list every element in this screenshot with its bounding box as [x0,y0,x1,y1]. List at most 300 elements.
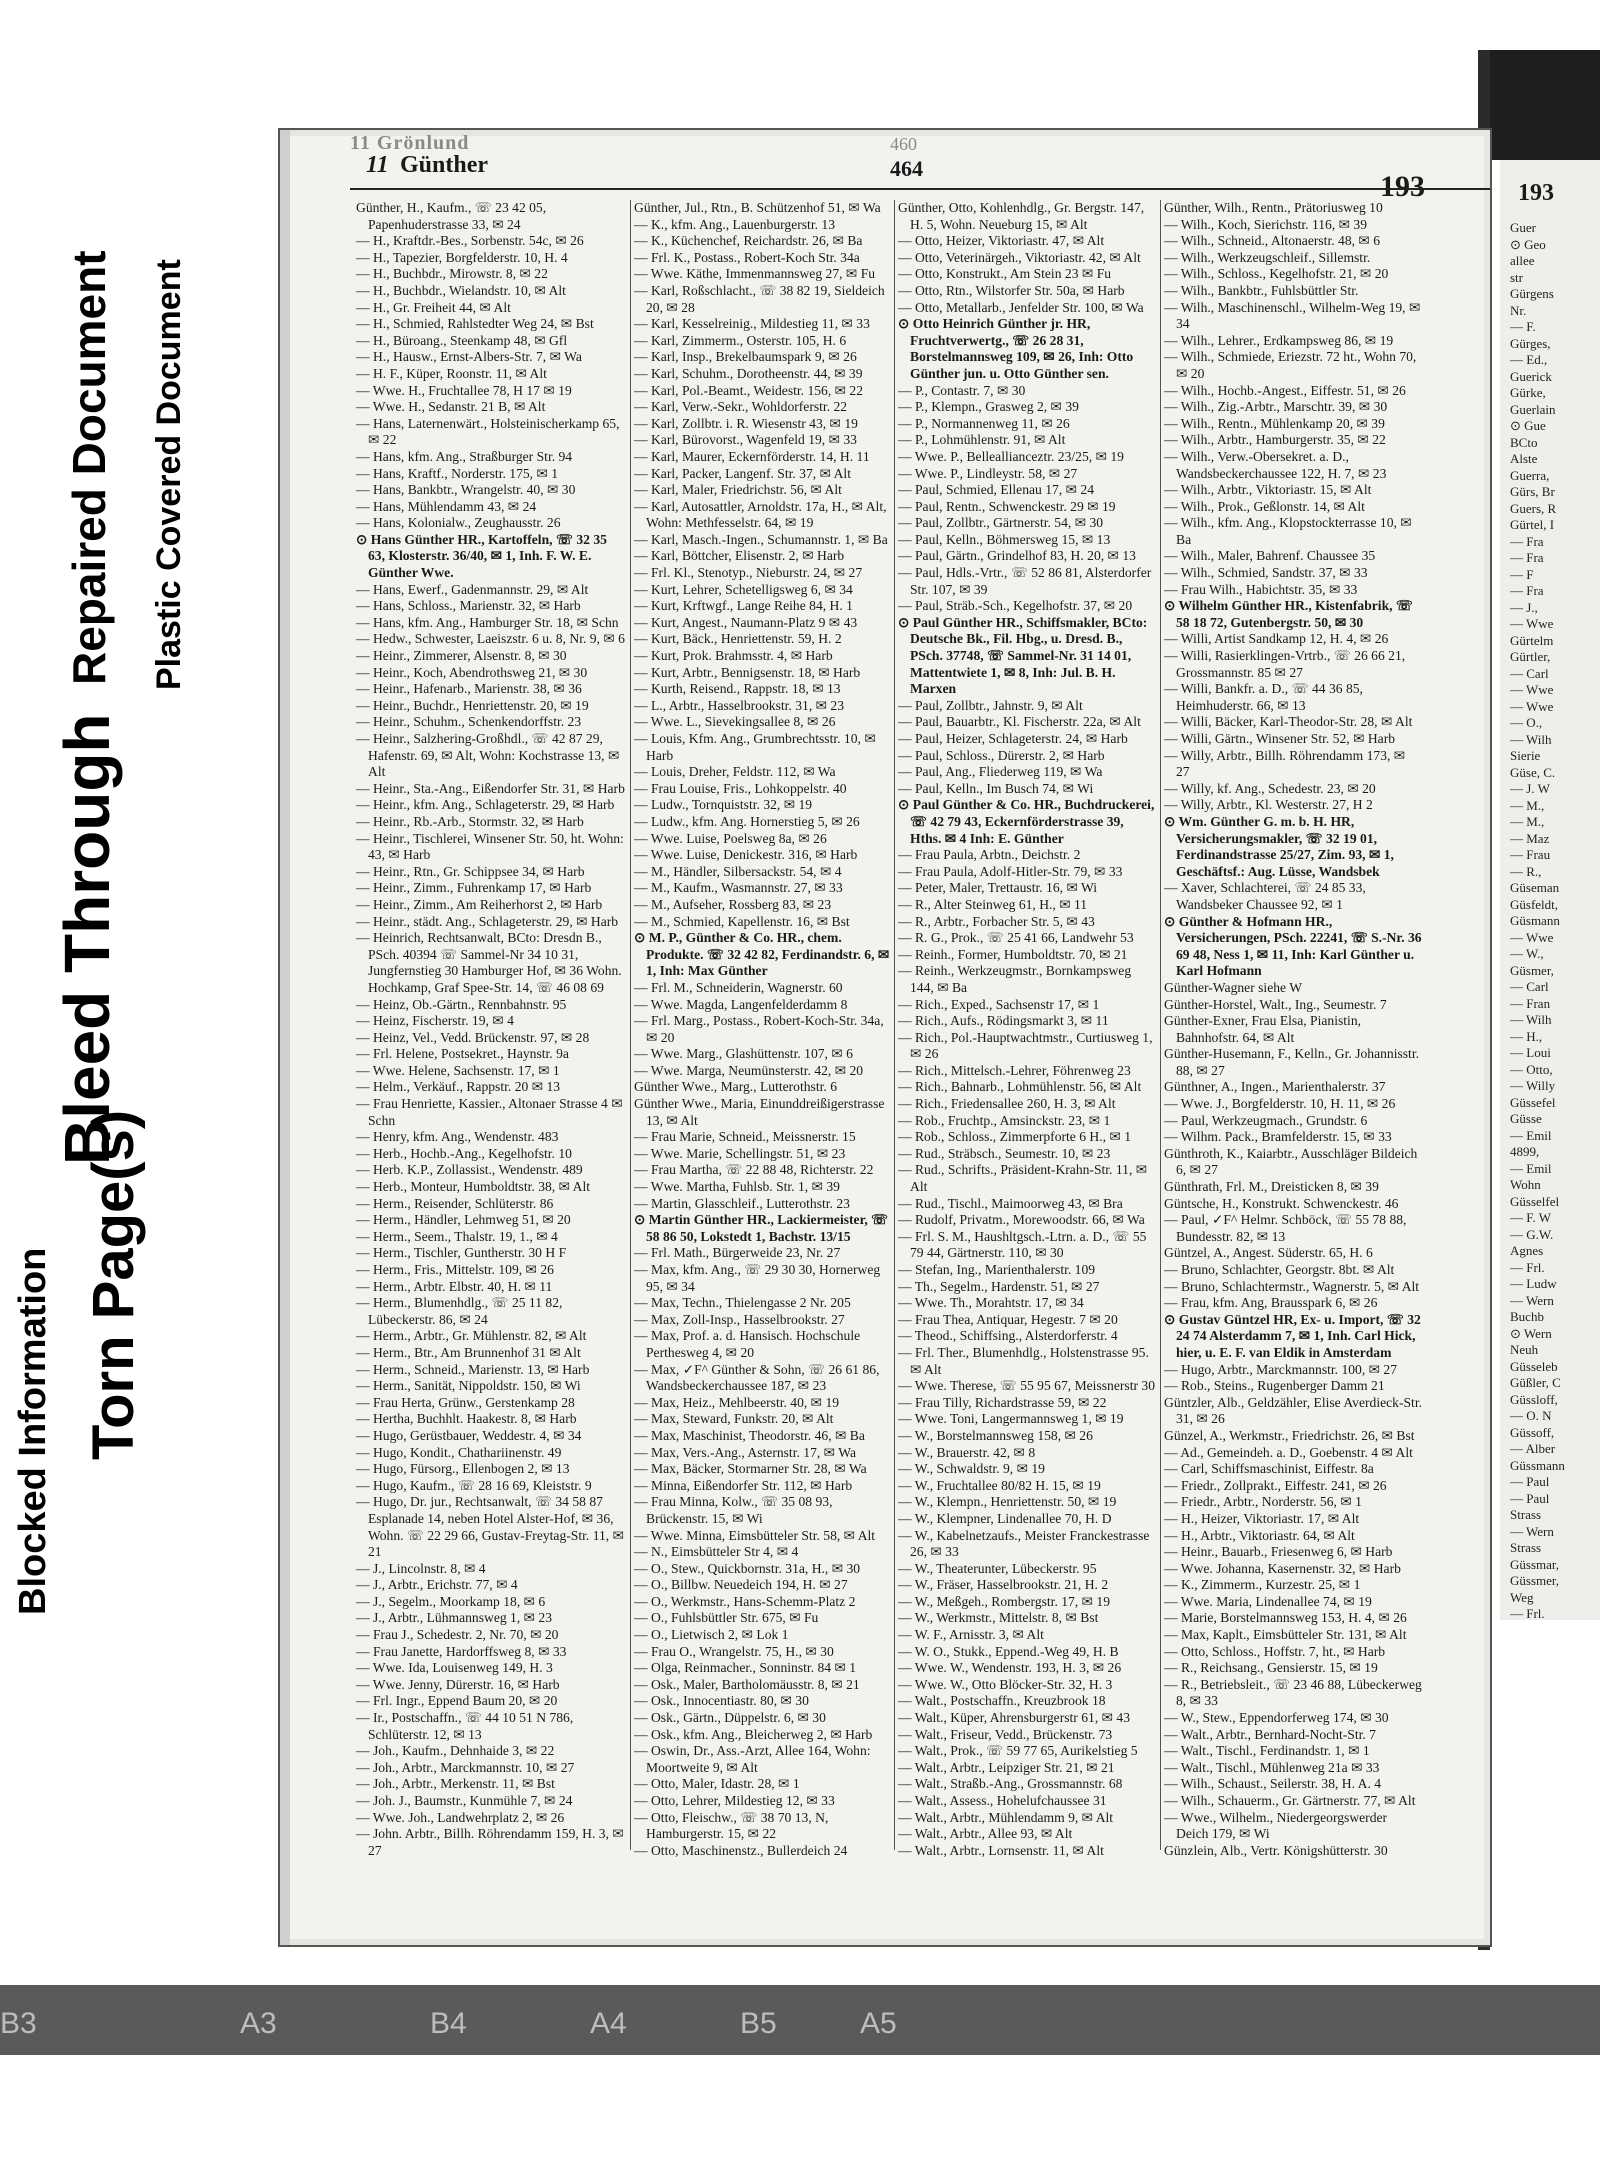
adjacent-page-line: Güssoff, [1510,1424,1555,1440]
directory-entry: — Otto, Maschinenstz., Bullerdeich 24 [634,1842,848,1858]
adjacent-page-line: — J., [1510,599,1538,615]
directory-entry: — Wilh., Rentn., Mühlenkamp 20, ✉ 39 [1164,415,1385,431]
directory-entry: — Wwe. Jenny, Dürerstr. 16, ✉ Harb [356,1676,560,1692]
directory-entry: — J., Arbtr., Lühmannsweg 1, ✉ 23 [356,1610,553,1626]
directory-entry: — Otto, Metallarb., Jenfelder Str. 100, ✉ Wa [898,299,1144,315]
directory-entry: — Otto, Rtn., Wilstorfer Str. 50a, ✉ Harb [898,282,1125,298]
directory-entry: — Hugo, Dr. jur., Rechtsanwalt, ☏ 34 58 87 Esplanade 14, neben Hotel Alster-Hof, ✉ 36, Wohn. ☏ 22 29 66, Gustav-Freytag-Str. 11, ✉ 21 [356,1494,624,1560]
directory-entry: — Herm., Schneid., Marienstr. 13, ✉ Harb [356,1361,590,1377]
adjacent-page-line: — M., [1510,797,1545,813]
directory-entry: — Walt., Küper, Ahrensburgerstr 61, ✉ 43 [898,1710,1131,1726]
directory-entry: — H., Hausw., Ernst-Albers-Str. 7, ✉ Wa [356,349,582,365]
directory-entry: — Henry, kfm. Ang., Wendenstr. 483 [356,1129,559,1145]
directory-entry: ⊙ Günther & Hofmann HR., Versicherungen, PSch. 22241, ☏ S.-Nr. 36 69 48, Ness 1, ✉ 11, Inh: Karl Günther u. Karl Hofmann [1164,913,1422,979]
adjacent-page-line: Güse, C. [1510,764,1556,780]
directory-entry: — Willi, Rasierklingen-Vrtrb., ☏ 26 66 21, Grossmannstr. 85 ✉ 27 [1164,648,1406,680]
adjacent-page-strip [1500,160,1600,1620]
adjacent-page-line: — Wilh [1510,1012,1552,1027]
directory-entry: — O., Stew., Quickbornstr. 31a, H., ✉ 30 [634,1560,861,1576]
directory-entry: — Wwe. Martha, Fuhlsb. Str. 1, ✉ 39 [634,1179,840,1195]
directory-entry: — Herm., Fris., Mittelstr. 109, ✉ 26 [356,1262,554,1277]
directory-entry: — Herm., Tischler, Guntherstr. 30 H F [356,1245,567,1261]
directory-entry: — Louis, Dreher, Feldstr. 112, ✉ Wa [634,764,836,780]
adjacent-page-line: BCto [1510,434,1538,450]
directory-entry: — Rob., Fruchtp., Amsinckstr. 23, ✉ 1 [898,1112,1111,1128]
directory-entry: — H., Büroang., Steenkamp 48, ✉ Gfl [356,332,568,348]
adjacent-page-line: Strass [1510,1507,1542,1522]
directory-entry: — Hans, Schloss., Marienstr. 32, ✉ Harb [356,598,581,614]
directory-entry: ⊙ Gustav Güntzel HR, Ex- u. Import, ☏ 32 24 74 Alsterdamm 7, ✉ 1, Inh. Carl Hick, hier, u. E. F. van Eldik in Amsterdam [1164,1311,1421,1360]
adjacent-page-line: — Otto, [1510,1061,1553,1077]
directory-column-3 [898,200,1156,1860]
directory-entry: — Kurt, Arbtr., Bennigsenstr. 18, ✉ Harb [634,664,861,680]
directory-entry: — Frau Tilly, Richardstrasse 59, ✉ 22 [898,1394,1107,1410]
directory-entry: — Xaver, Schlachterei, ☏ 24 85 33, Wandsbeker Chaussee 92, ✉ 1 [1164,880,1366,912]
directory-entry: — Paul, Gärtn., Grindelhof 83, H. 20, ✉ 13 [898,548,1136,564]
directory-entry: — Walt., Arbtr., Bernhard-Nocht-Str. 7 [1164,1726,1376,1742]
directory-entry: — Heinz, Fischerstr. 19, ✉ 4 [356,1013,514,1029]
directory-entry: — J., Arbtr., Erichstr. 77, ✉ 4 [356,1577,518,1593]
adjacent-page-line: allee [1510,253,1535,268]
directory-entry: — W., Stew., Eppendorferweg 174, ✉ 30 [1164,1710,1389,1726]
directory-entry: — O., Billbw. Neuedeich 194, H. ✉ 27 [634,1577,848,1593]
adjacent-page-line: Gürke, [1510,385,1546,400]
directory-entry: — Osk., Gärtn., Düppelstr. 6, ✉ 30 [634,1710,826,1726]
directory-entry: — Heinr., Zimm., Fuhrenkamp 17, ✉ Harb [356,880,592,896]
directory-entry: — R., Betriebsleit., ☏ 23 46 88, Lübeckerweg 8, ✉ 33 [1164,1676,1422,1709]
adjacent-page-line: Güssmar, [1510,1556,1559,1572]
directory-entry: — H. F., Küper, Roonstr. 11, ✉ Alt [356,365,547,381]
directory-entry: — W., Fräser, Hasselbrookstr. 21, H. 2 [898,1577,1109,1593]
directory-entry: — Frau Henriette, Kassier., Altonaer Strasse 4 ✉ Schn [356,1096,623,1128]
directory-entry: — Frau O., Wrangelstr. 75, H., ✉ 30 [634,1643,834,1659]
directory-entry: ⊙ Wm. Günther G. m. b. H. HR, Versicherungsmakler, ☏ 32 19 01, Ferdinandstrasse 25/27, Zim. 93, ✉ 1, Geschäftsf.: Aug. Lüsse, Wandsbek [1164,813,1394,879]
directory-entry: — K., Küchenchef, Reichardstr. 26, ✉ Ba [634,233,863,249]
directory-entry: — H., Schmied, Rahlstedter Weg 24, ✉ Bst [356,316,594,332]
directory-entry: — Kurt, Bäck., Henriettenstr. 59, H. 2 [634,631,842,647]
adjacent-page-line: Guer [1510,220,1536,235]
directory-entry: — H., Kraftdr.-Bes., Sorbenstr. 54c, ✉ 26 [356,233,584,249]
directory-entry [634,1859,890,1860]
directory-entry: Günzlein, Alb., Vertr. Königshütterstr. 30 [1164,1842,1388,1858]
directory-entry: — Wilhm. Pack., Bramfelderstr. 15, ✉ 33 [1164,1129,1392,1145]
directory-entry: — Kurth, Reisend., Rappstr. 18, ✉ 13 [634,681,841,697]
directory-entry: — Willi, Bäcker, Karl-Theodor-Str. 28, ✉ Alt [1164,714,1413,730]
directory-entry: — Rich., Aufs., Rödingsmarkt 3, ✉ 11 [898,1013,1109,1029]
directory-entry: — H., Arbtr., Viktoriastr. 64, ✉ Alt [1164,1527,1355,1543]
directory-entry: — Rich., Bahnarb., Lohmühlenstr. 56, ✉ Alt [898,1079,1142,1095]
directory-entry: — Herm., Blumenhdlg., ☏ 25 11 82, Lübeckerstr. 86, ✉ 24 [356,1295,563,1327]
directory-entry: — Karl, Insp., Brekelbaumspark 9, ✉ 26 [634,349,857,365]
directory-column-2 [634,200,890,1860]
directory-entry: — Hugo, Kaufm., ☏ 28 16 69, Kleiststr. 9 [356,1477,592,1493]
directory-entry: — Frl. Kl., Stenotyp., Nieburstr. 24, ✉ 27 [634,565,863,581]
directory-entry: — Heinr., Sta.-Ang., Eißendorfer Str. 31, ✉ Harb [356,780,625,796]
directory-entry: — Otto, Schloss., Hoffstr. 7, ht., ✉ Harb [1164,1643,1386,1659]
directory-entry: — Wilh., Bankbtr., Fuhlsbüttler Str. [1164,282,1359,298]
directory-entry: — K., kfm. Ang., Lauenburgerstr. 13 [634,216,835,232]
directory-entry: — Karl, Bürovorst., Wagenfeld 19, ✉ 33 [634,432,857,448]
directory-entry: — Frl. K., Postass., Robert-Koch Str. 34a [634,249,860,265]
directory-entry: — Max, Prof. a. d. Hansisch. Hochschule Perthesweg 4, ✉ 20 [634,1328,861,1360]
directory-entry: — Kurt, Prok. Brahmsstr. 4, ✉ Harb [634,648,833,664]
adjacent-page-line: — Willy [1510,1078,1556,1093]
directory-entry: — Herb., Monteur, Humboldtstr. 38, ✉ Alt [356,1179,591,1195]
directory-entry: — Wwe. H., Fruchtallee 78, H 17 ✉ 19 [356,382,572,398]
directory-entry: — Hans, Bankbtr., Wrangelstr. 40, ✉ 30 [356,482,576,498]
adjacent-page-line: — H., [1510,1028,1543,1044]
directory-entry: — O., Lietwisch 2, ✉ Lok 1 [634,1627,789,1643]
adjacent-page-line: — Paul [1510,1490,1550,1506]
directory-entry: — Rud., Schrifts., Präsident-Krahn-Str. 11, ✉ Alt [898,1162,1148,1195]
directory-entry: Güntzler, Alb., Geldzähler, Elise Averdieck-Str. 31, ✉ 26 [1164,1394,1422,1427]
directory-entry: Günzel, A., Werkmstr., Friedrichstr. 26, ✉ Bst [1164,1427,1415,1443]
directory-entry: — Hugo, Arbtr., Marckmannstr. 100, ✉ 27 [1164,1361,1398,1377]
directory-entry: — Frau Marie, Schneid., Meissnerstr. 15 [634,1129,856,1145]
directory-entry: — Karl, Verw.-Sekr., Wohldorferstr. 22 [634,399,848,415]
adjacent-page-line: Sierie [1510,748,1541,763]
directory-entry: — Olga, Reinmacher., Sonninstr. 84 ✉ 1 [634,1660,857,1676]
directory-entry: — Paul, Hdls.-Vrtr., ☏ 52 86 81, Alsterdorfer Str. 107, ✉ 39 [898,565,1152,597]
directory-entry: — Hans, Ewerf., Gadenmannstr. 29, ✉ Alt [356,581,589,597]
adjacent-page-line: Alste [1510,451,1538,466]
adjacent-page-line: — Emil [1510,1127,1552,1143]
directory-entry: — Heinr., Salzhering-Großhdl., ☏ 42 87 29, Hafenstr. 69, ✉ Alt, Wohn: Kochstrasse 13, ✉ Alt [356,731,620,780]
directory-entry: — Wilh., Schloss., Kegelhofstr. 21, ✉ 20 [1164,266,1389,282]
directory-entry: — Hans, Mühlendamm 43, ✉ 24 [356,498,537,514]
directory-entry: — Walt., Tischl., Mühlenweg 21a ✉ 33 [1164,1759,1380,1775]
directory-entry: Günther, Wilh., Rentn., Prätoriusweg 10 [1164,200,1383,215]
directory-entry: — Heinr., kfm. Ang., Schlageterstr. 29, ✉ Harb [356,797,615,813]
directory-entry: — Walt., Arbtr., Allee 93, ✉ Alt [898,1826,1073,1842]
adjacent-page-line: — Frau [1510,847,1551,862]
directory-entry: — Frl. M., Schneiderin, Wagnerstr. 60 [634,979,843,995]
directory-entry: — Max, Maschinist, Theodorstr. 46, ✉ Ba [634,1427,865,1443]
directory-entry: — Rich., Friedensallee 260, H. 3, ✉ Alt [898,1096,1116,1112]
directory-entry: — Paul, Schloss., Dürerstr. 2, ✉ Harb [898,747,1105,763]
adjacent-page-line: Gürs, Br [1510,484,1555,499]
directory-entry: — Wilh., Lehrer., Erdkampsweg 86, ✉ 19 [1164,332,1394,348]
directory-entry: — Wwe. W., Wendenstr. 193, H. 3, ✉ 26 [898,1660,1122,1676]
column-divider [894,200,895,1850]
adjacent-page-line: Güsmann [1510,913,1560,928]
directory-entry: — Frau J., Schedestr. 2, Nr. 70, ✉ 20 [356,1627,559,1643]
directory-entry: — Walt., Postschaffn., Kreuzbrook 18 [898,1693,1106,1709]
directory-entry: — Rich., Exped., Sachsenstr 17, ✉ 1 [898,996,1100,1012]
directory-entry: — Wilh., Prok., Geßlonstr. 14, ✉ Alt [1164,498,1365,514]
directory-entry: — Rud., Sträbsch., Seumestr. 10, ✉ 23 [898,1145,1111,1161]
directory-entry: — W., Fruchtallee 80/82 H. 15, ✉ 19 [898,1477,1101,1493]
adjacent-page-line: Güseman [1510,880,1560,895]
adjacent-page-line: — R., [1510,863,1542,879]
adjacent-page-line: — Loui [1510,1045,1551,1060]
directory-entry: — Wilh., kfm. Ang., Klopstockterrasse 10, ✉ Ba [1164,515,1412,547]
adjacent-page-line: Güssmer, [1510,1573,1559,1588]
directory-entry: Güntzel, A., Angest. Süderstr. 65, H. 6 [1164,1245,1373,1261]
directory-entry: — Wilh., Koch, Sierichstr. 116, ✉ 39 [1164,216,1368,232]
directory-entry: — Joh., Arbtr., Merkenstr. 11, ✉ Bst [356,1776,555,1792]
directory-entry: — Peter, Maler, Trettaustr. 16, ✉ Wi [898,880,1098,896]
directory-entry: — Walt., Assess., Hohelufchaussee 31 [898,1793,1107,1808]
directory-entry: — Wwe. J., Borgfelderstr. 10, H. 11, ✉ 26 [1164,1096,1396,1112]
adjacent-page-line: Güssefel [1510,1094,1556,1110]
adjacent-page-line: — Ludw [1510,1276,1557,1291]
adjacent-page-line: str [1510,269,1523,285]
directory-entry: — Heinrich, Rechtsanwalt, BCto: Dresdn B., PSch. 40394 ☏ Sammel-Nr 34 10 31, Jungfernstieg 30 Hamburger Hof, ✉ 36 Wohn. Hochkamp, Graf Spee-Str. 14, ☏ 46 08 69 [356,930,622,995]
adjacent-page-line: Buchb [1510,1309,1544,1324]
adjacent-page-line: 4899, [1510,1144,1540,1159]
adjacent-page-line: Guerick [1510,368,1552,384]
directory-entry: — Wwe. Therese, ☏ 55 95 67, Meissnerstr 30 [898,1378,1155,1394]
adjacent-page-line: — G.W. [1510,1226,1554,1242]
directory-entry: — Wilh., Werkzeugschleif., Sillemstr. [1164,249,1371,265]
adjacent-page-line: Güßler, C [1510,1375,1561,1390]
directory-entry: — Frau Minna, Kolw., ☏ 35 08 93, Brückenstr. 15, ✉ Wi [634,1494,833,1526]
directory-entry: — Max, Techn., Thielengasse 2 Nr. 205 [634,1295,851,1311]
adjacent-page-line: Gürgens [1510,286,1554,301]
directory-entry: — Wwe. Luise, Denickestr. 316, ✉ Harb [634,847,858,863]
directory-entry: — Max, ✓F^ Günther & Sohn, ☏ 26 61 86, Wandsbeckerchaussee 187, ✉ 23 [634,1361,880,1394]
adjacent-page-line: — Fra [1510,550,1544,565]
adjacent-page-line: Gürges, [1510,335,1551,351]
directory-entry: — Paul, ✓F^ Helmr. Schböck, ☏ 55 78 88, Bundesstr. 82, ✉ 13 [1164,1212,1407,1244]
adjacent-page-line: Gürtler, [1510,649,1551,664]
directory-entry: — W., Schwaldstr. 9, ✉ 19 [898,1461,1045,1477]
directory-entry: — Wwe. Luise, Poelsweg 8a, ✉ 26 [634,830,827,846]
directory-entry: — Heinr., Rb.-Arb., Stormstr. 32, ✉ Harb [356,813,584,829]
directory-entry: — Willy, Arbtr., Billh. Röhrendamm 173, ✉ 27 [1164,747,1406,780]
directory-entry: — Paul, Zollbtr., Gärtnerstr. 54, ✉ 30 [898,515,1104,531]
directory-entry: — L., Arbtr., Hasselbrookstr. 31, ✉ 23 [634,697,844,713]
band-label: A3 [240,2007,277,2040]
directory-entry: — Wwe. P., Belleallianceztr. 23/25, ✉ 19 [898,448,1124,464]
adjacent-page-line: — Wwe [1510,682,1554,697]
directory-entry: — Heinz, Ob.-Gärtn., Rennbahnstr. 95 [356,996,567,1012]
directory-entry: — Wwe. Käthe, Immenmannsweg 27, ✉ Fu [634,266,876,282]
directory-entry: — Joh., Arbtr., Marckmannstr. 10, ✉ 27 [356,1759,575,1775]
directory-entry: — Friedr., Arbtr., Norderstr. 56, ✉ 1 [1164,1494,1362,1510]
adjacent-page-line: — J. W [1510,781,1550,796]
adjacent-page-line: — O., [1510,715,1543,730]
directory-entry: — Wilh., Schauerm., Gr. Gärtnerstr. 77, ✉ Alt [1164,1793,1416,1808]
directory-entry: — Frau Janette, Hardorffsweg 8, ✉ 33 [356,1643,567,1659]
directory-entry: — Frau Thea, Antiquar, Hegestr. 7 ✉ 20 [898,1311,1118,1327]
directory-entry: — Karl, Roßschlacht., ☏ 38 82 19, Sieldeich 20, ✉ 28 [634,282,885,315]
directory-entry [356,1859,626,1860]
directory-entry: — Wwe. Magda, Langenfelderdamm 8 [634,996,848,1012]
label-bleed-through: Bleed Through [51,713,123,1165]
directory-entry: — Bruno, Schlachtermstr., Wagnerstr. 5, ✉ Alt [1164,1278,1420,1294]
directory-entry: — Hugo, Gerüstbauer, Weddestr. 4, ✉ 34 [356,1427,582,1443]
adjacent-page-line: — F [1510,566,1534,582]
directory-entry: — Heinr., Zimmerer, Alsenstr. 8, ✉ 30 [356,648,567,664]
directory-entry: — Wwe. P., Lindleystr. 58, ✉ 27 [898,465,1078,481]
directory-entry: — Heinr., Zimm., Am Reiherhorst 2, ✉ Harb [356,896,603,912]
directory-entry: — Rudolf, Privatm., Morewoodstr. 66, ✉ Wa [898,1212,1145,1228]
directory-entry: — Wilh., Verw.-Obersekret. a. D., Wandsbeckerchaussee 122, H. 7, ✉ 23 [1164,448,1387,481]
adjacent-page-line: — Wern [1510,1523,1554,1539]
band-label: B5 [740,2007,777,2040]
directory-entry: — Minna, Eißendorfer Str. 112, ✉ Harb [634,1477,853,1493]
directory-entry: — Bruno, Schlachter, Georgstr. 8bt. ✉ Alt [1164,1262,1395,1277]
directory-entry: — W., Meßgeh., Rombergstr. 17, ✉ 19 [898,1593,1111,1609]
directory-entry: — N., Eimsbütteler Str 4, ✉ 4 [634,1544,799,1560]
directory-entry: — Wwe. Th., Morahtstr. 17, ✉ 34 [898,1295,1084,1311]
directory-entry: — Max, Kaplt., Eimsbütteler Str. 131, ✉ Alt [1164,1627,1407,1643]
adjacent-page-line: Guerlain [1510,401,1556,417]
directory-entry: — Karl, Schuhm., Dorotheenstr. 44, ✉ 39 [634,365,863,381]
directory-entry: ⊙ Otto Heinrich Günther jr. HR, Fruchtverwertg., ☏ 26 28 31, Borstelmannsweg 109, ✉ 26, Inh: Otto Günther jun. u. Otto Günther sen. [898,316,1134,381]
directory-entry: Günthroth, K., Kaiarbtr., Ausschläger Bildeich 6, ✉ 27 [1164,1145,1418,1178]
directory-entry: — Wilh., Arbtr., Viktoriastr. 15, ✉ Alt [1164,482,1372,498]
directory-entry: — Rud., Tischl., Maimoorweg 43, ✉ Bra [898,1195,1123,1211]
directory-entry: — R., Alter Steinweg 61, H., ✉ 11 [898,896,1088,912]
directory-entry: — Willy, Arbtr., Kl. Westerstr. 27, H 2 [1164,797,1373,813]
directory-entry: — M., Schmied, Kapellenstr. 16, ✉ Bst [634,913,850,929]
adjacent-page-line: Gürtelm [1510,632,1554,648]
directory-entry: — M., Kaufm., Wasmannstr. 27, ✉ 33 [634,880,843,896]
directory-entry: — Frl. Marg., Postass., Robert-Koch-Str. 34a, ✉ 20 [634,1013,884,1045]
directory-entry: — H., Tapezier, Borgfelderstr. 10, H. 4 [356,249,568,265]
directory-entry: — Karl, Maler, Friedrichstr. 56, ✉ Alt [634,482,842,498]
directory-entry: — Otto, Heizer, Viktoriastr. 47, ✉ Alt [898,233,1105,249]
directory-entry: — Walt., Straßb.-Ang., Grossmannstr. 68 [898,1776,1123,1792]
directory-entry: ⊙ Martin Günther HR., Lackiermeister, ☏ 58 86 50, Lokstedt 1, Bachstr. 13/15 [634,1212,889,1244]
adjacent-page-line: Gürtel, I [1510,517,1555,532]
adjacent-page-line: — Fran [1510,995,1551,1011]
adjacent-page-line: ⊙ Wern [1510,1325,1552,1341]
directory-entry: — H., Buchbdr., Wielandstr. 10, ✉ Alt [356,282,566,298]
directory-entry: — Heinr., städt. Ang., Schlageterstr. 29, ✉ Harb [356,913,619,929]
directory-page [278,128,1492,1947]
directory-entry: — Rob., Schloss., Zimmerpforte 6 H., ✉ 1 [898,1129,1132,1145]
directory-entry: — W., Brauerstr. 42, ✉ 8 [898,1444,1036,1460]
directory-entry: — Frau Wilh., Habichtstr. 35, ✉ 33 [1164,581,1358,597]
bleed-through-page-number: 460 [890,134,917,154]
directory-entry: — Friedr., Zollprakt., Eiffestr. 241, ✉ 26 [1164,1477,1387,1493]
directory-entry: — Th., Segelm., Hardenstr. 51, ✉ 27 [898,1278,1100,1294]
bleed-through-header: 11 Grönlund [350,132,470,154]
adjacent-page-line: — Wwe [1510,929,1554,945]
adjacent-page-line: — Wern [1510,1292,1554,1308]
directory-entry: Günther-Husemann, F., Kelln., Gr. Johannisstr. 88, ✉ 27 [1164,1046,1420,1078]
directory-entry: — Paul, Ang., Fliederweg 119, ✉ Wa [898,764,1103,780]
directory-entry: ⊙ Paul Günther HR., Schiffsmakler, BCto: Deutsche Bk., Fil. Hbg., u. Dresd. B., PSch. 37748, ☏ Sammel-Nr. 31 14 01, Mattentwiete 1, ✉ 8, Inh: Jul. B. H. Marxen [898,614,1148,697]
directory-entry: — H., Gr. Freiheit 44, ✉ Alt [356,299,511,315]
adjacent-page-line: — Maz [1510,830,1550,846]
directory-entry: — Kurt, Lehrer, Schetelligsweg 6, ✉ 34 [634,581,853,597]
directory-entry: — Wilh., Zig.-Arbtr., Marschtr. 39, ✉ 30 [1164,399,1388,415]
adjacent-page-line: Güsselfel [1510,1193,1560,1209]
directory-entry: — Karl, Packer, Langenf. Str. 37, ✉ Alt [634,465,851,481]
directory-entry: — Max, Zoll-Insp., Hasselbrookstr. 27 [634,1311,845,1327]
directory-entry: — Rich., Mittelsch.-Lehrer, Föhrenweg 23 [898,1062,1131,1078]
directory-entry: ⊙ Hans Günther HR., Kartoffeln, ☏ 32 35 63, Klosterstr. 36/40, ✉ 1, Inh. F. W. E. Günther Wwe. [356,531,607,581]
directory-entry: — Herb., Hochb.-Ang., Kegelhofstr. 10 [356,1145,572,1161]
directory-entry: — W. F., Arnisstr. 3, ✉ Alt [898,1627,1044,1643]
adjacent-page-line: — M., [1510,814,1545,829]
directory-entry: Güntsche, H., Konstrukt. Schwenckestr. 46 [1164,1195,1399,1211]
directory-entry: — Helm., Verkäuf., Rappstr. 20 ✉ 13 [356,1079,561,1095]
directory-entry: — Otto, Fleischw., ☏ 38 70 13, N, Hamburgerstr. 15, ✉ 22 [634,1809,829,1842]
directory-entry: — Kurt, Angest., Naumann-Platz 9 ✉ 43 [634,614,858,630]
directory-entry: — Willi, Gärtn., Winsener Str. 52, ✉ Harb [1164,731,1396,746]
directory-entry: — Paul, Schmied, Ellenau 17, ✉ 24 [898,482,1095,498]
directory-entry: — Wwe., Wilhelm., Niedergeorgswerder Deich 179, ✉ Wi [1164,1809,1388,1842]
directory-entry: — Frl. S. M., Haushltgsch.-Ltrn. a. D., ☏ 55 79 44, Gärtnerstr. 110, ✉ 30 [898,1228,1147,1261]
column-divider [1160,200,1161,1850]
directory-entry: — Max, Heiz., Mehlbeerstr. 40, ✉ 19 [634,1394,840,1410]
directory-entry: — W., Theaterunter, Lübeckerstr. 95 [898,1560,1097,1576]
directory-entry: — Reinh., Werkzeugmstr., Bornkampsweg 144, ✉ Ba [898,963,1132,995]
adjacent-page-line: — F. [1510,319,1536,334]
directory-entry: — John. Arbtr., Billh. Röhrendamm 159, H. 3, ✉ 27 [356,1826,624,1858]
directory-entry: — Wwe. Ida, Louisenweg 149, H. 3 [356,1660,553,1676]
directory-entry: — Wwe. Joh., Landwehrplatz 2, ✉ 26 [356,1809,565,1825]
directory-entry: — Heinr., Rtn., Gr. Schippsee 34, ✉ Harb [356,863,585,879]
directory-entry: — Wwe. Minna, Eimsbütteler Str. 58, ✉ Alt [634,1527,876,1543]
page-section-marker: 11 [366,152,389,178]
directory-entry: — Herm., Arbtr. Elbstr. 40, H. ✉ 11 [356,1278,553,1294]
page-number: 464 [890,156,923,181]
directory-entry: — Wwe. L., Sievekingsallee 8, ✉ 26 [634,714,836,730]
directory-entry: — Wilh., Schmied, Sandstr. 37, ✉ 33 [1164,565,1368,581]
directory-entry: — Karl, Böttcher, Elisenstr. 2, ✉ Harb [634,548,845,564]
directory-entry: — Hans, Laternenwärt., Holsteinischerkamp 65, ✉ 22 [356,415,620,448]
directory-entry: — Karl, Maurer, Eckernförderstr. 14, H. 11 [634,448,870,464]
directory-entry: — Paul, Werkzeugmach., Grundstr. 6 [1164,1112,1368,1128]
adjacent-page-line: Wohn [1510,1177,1541,1192]
directory-entry: Günthrath, Frl. M., Dreisticken 8, ✉ 39 [1164,1179,1379,1195]
directory-entry: — Herm., Seem., Thalstr. 19, 1., ✉ 4 [356,1228,558,1244]
directory-entry: — Frau, kfm. Ang, Brausspark 6, ✉ 26 [1164,1295,1378,1311]
directory-entry: Günther-Exner, Frau Elsa, Pianistin, Bahnhofstr. 64, ✉ Alt [1164,1013,1362,1045]
adjacent-page-line: — Ed., [1510,352,1548,367]
directory-entry: — Hans, Kolonialw., Zeughausstr. 26 [356,515,561,531]
directory-entry: — Paul, Zollbtr., Jahnstr. 9, ✉ Alt [898,697,1083,713]
adjacent-page-line: ⊙ Gue [1510,418,1546,433]
directory-entry: — Heinr., Buchdr., Henriettenstr. 20, ✉ 19 [356,697,589,713]
directory-entry: — Wwe. Johanna, Kasernenstr. 32, ✉ Harb [1164,1560,1401,1576]
directory-entry: — Kurt, Krftwgf., Lange Reihe 84, H. 1 [634,598,853,614]
directory-entry: — Walt., Arbtr., Leipziger Str. 21, ✉ 21 [898,1759,1115,1775]
adjacent-page-line: — Carl [1510,665,1549,681]
directory-entry: — Karl, Zollbtr. i. R. Wiesenstr 43, ✉ 19 [634,415,858,431]
adjacent-page-line: — Alber [1510,1441,1556,1456]
directory-entry: — Hugo, Kondit., Chathariinenstr. 49 [356,1444,562,1460]
directory-entry: Günther, Jul., Rtn., B. Schützenhof 51, ✉ Wa [634,200,881,215]
directory-entry: — Wwe. Helene, Sachsenstr. 17, ✉ 1 [356,1062,560,1078]
directory-entry: Günther, Otto, Kohlenhdlg., Gr. Bergstr. 147, H. 5, Wohn. Neueburg 15, ✉ Alt [898,200,1145,232]
directory-entry: — K., Zimmerm., Kurzestr. 25, ✉ 1 [1164,1577,1361,1593]
directory-entry: — Rob., Steins., Rugenberger Damm 21 [1164,1378,1385,1394]
directory-entry: — Walt., Prok., ☏ 59 77 65, Aurikelstieg 5 [898,1743,1138,1759]
directory-entry: ⊙ Wilhelm Günther HR., Kistenfabrik, ☏ 58 18 72, Gutenbergstr. 50, ✉ 30 [1164,598,1413,630]
directory-entry: — Heinz, Vel., Vedd. Brückenstr. 97, ✉ 28 [356,1029,590,1045]
directory-entry: — Karl, Pol.-Beamt., Weidestr. 156, ✉ 22 [634,382,864,398]
directory-entry: — Walt., Arbtr., Lornsenstr. 11, ✉ Alt [898,1842,1104,1858]
adjacent-page-line: — Wwe [1510,698,1554,714]
directory-entry: — Heinr., Koch, Abendrothsweg 21, ✉ 30 [356,664,588,680]
directory-entry: — W., Borstelmannsweg 158, ✉ 26 [898,1427,1093,1443]
directory-entry: — Wwe. Maria, Lindenallee 74, ✉ 19 [1164,1593,1372,1609]
directory-entry: — Paul, Kelln., Böhmersweg 15, ✉ 13 [898,531,1111,547]
directory-entry: — Frau Louise, Fris., Lohkoppelstr. 40 [634,780,847,796]
directory-entry: — Wilh., Schneid., Altonaerstr. 48, ✉ 6 [1164,233,1380,249]
directory-entry: — Wilh., Schaust., Seilerstr. 38, H. A. 4 [1164,1776,1382,1792]
directory-entry: — Heinr., Tischlerei, Winsener Str. 50, ht. Wohn: 43, ✉ Harb [356,830,624,863]
directory-entry: Günther, H., Kaufm., ☏ 23 42 05, Papenhuderstrasse 33, ✉ 24 [356,200,547,232]
